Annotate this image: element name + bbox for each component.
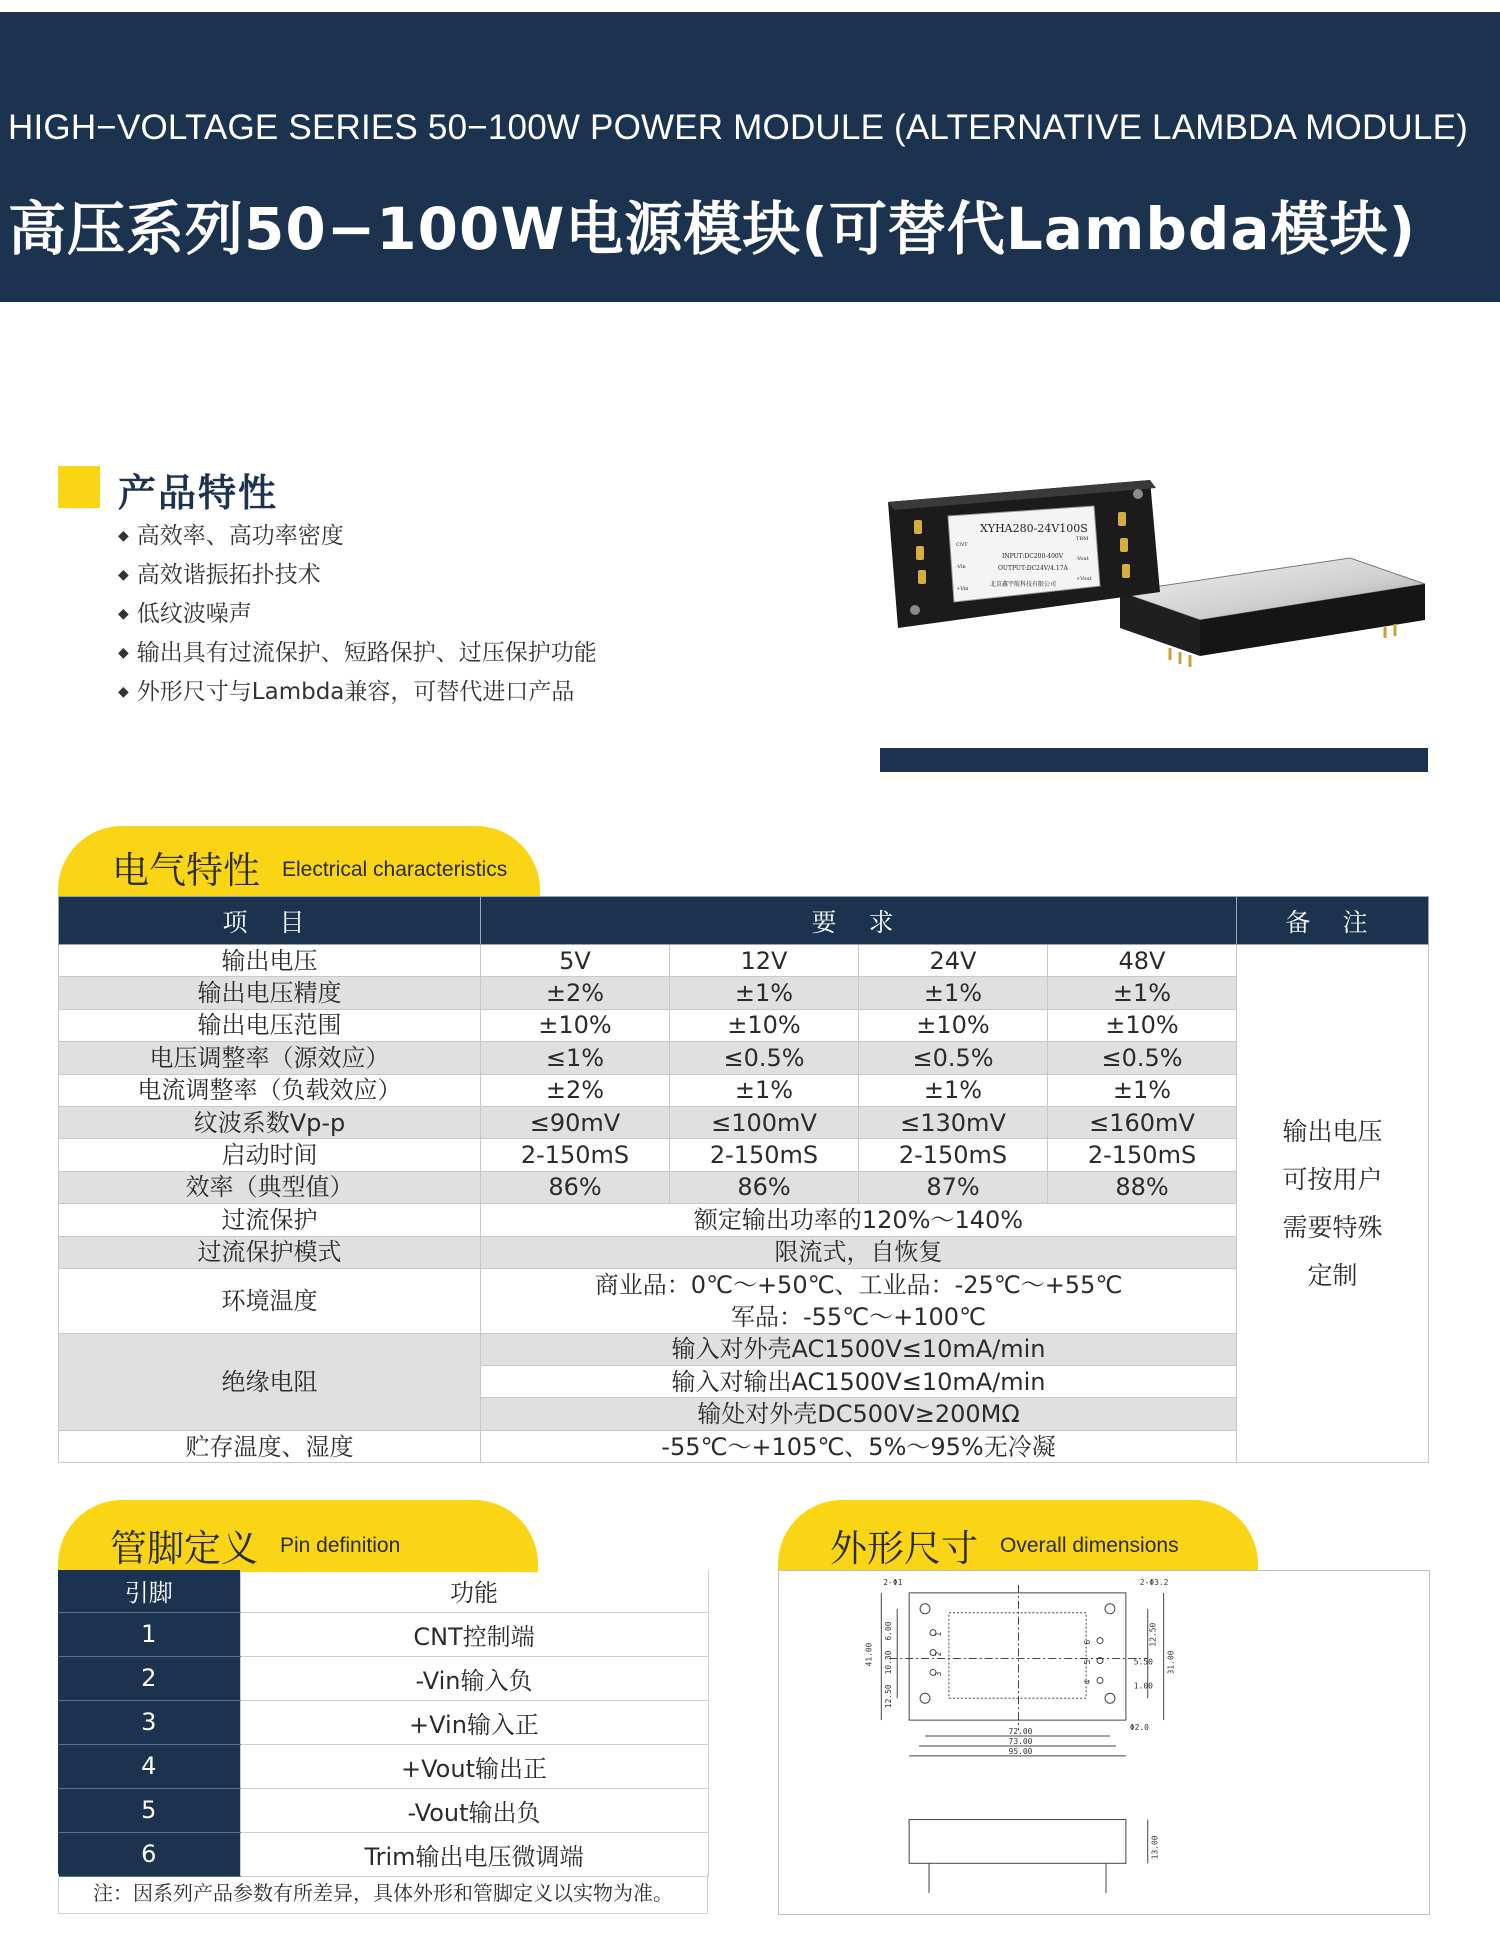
dimensions-tab-cn: 外形尺寸 [830, 1527, 978, 1570]
table-row [58, 1700, 708, 1744]
product-underline [880, 748, 1428, 772]
pin-number: 4 [58, 1744, 240, 1788]
pin-number: 6 [58, 1832, 240, 1876]
dim-left-a: 12.50 [884, 1684, 894, 1709]
pin-label: 3 [933, 1671, 943, 1677]
cell-value: ≤100mV [670, 1106, 859, 1138]
feature-item: ◆ 高效率、高功率密度 [118, 518, 597, 557]
dim-height-total: 41.00 [864, 1642, 874, 1667]
cell-value: ±1% [859, 977, 1048, 1009]
cell-value: ≤0.5% [859, 1042, 1048, 1074]
table-row [59, 1171, 1429, 1203]
pin-label: 6 [1083, 1639, 1093, 1645]
label-pin: CNT [956, 542, 968, 548]
label-company: 北京鑫宇航科技有限公司 [990, 581, 1057, 588]
label-pin: -Vin [956, 564, 966, 570]
cell-value: 军品：-55℃～+100℃ [481, 1301, 1237, 1333]
row-label: 环境温度 [59, 1268, 481, 1333]
row-label: 输出电压精度 [59, 977, 481, 1009]
table-row [58, 1612, 708, 1656]
dim-width-1: 72.00 [1008, 1727, 1033, 1737]
dim-hole-left: 2-Φ1 [883, 1577, 903, 1587]
dim-width-2: 73.00 [1008, 1736, 1033, 1746]
cell-value: -55℃～+105℃、5%～95%无冷凝 [481, 1430, 1237, 1462]
cell-value: ≤0.5% [670, 1042, 859, 1074]
note-line: 可按用户 [1282, 1164, 1383, 1194]
cell-value: 输处对外壳DC500V≥200MΩ [481, 1398, 1237, 1430]
cell-value: 88% [1048, 1171, 1237, 1203]
cell-value: 12V [670, 945, 859, 977]
label-pin: +Vout [1076, 576, 1092, 582]
cell-value: 86% [481, 1171, 670, 1203]
table-row [58, 1788, 708, 1832]
row-label: 效率（典型值） [59, 1171, 481, 1203]
cell-value: 87% [859, 1171, 1048, 1203]
table-row [59, 1042, 1429, 1074]
row-label: 输出电压 [59, 945, 481, 977]
dim-left-c: 6.00 [884, 1621, 894, 1641]
cell-value: ±2% [481, 977, 670, 1009]
label-output: OUTPUT:DC24V/4.17A [998, 565, 1068, 572]
cell-value: ±1% [670, 977, 859, 1009]
pin-tab-en: Pin definition [280, 1534, 401, 1557]
pin-function: -Vout输出负 [240, 1788, 708, 1832]
table-row [59, 1268, 1429, 1300]
cell-value: ≤1% [481, 1042, 670, 1074]
pin-function: -Vin输入负 [240, 1656, 708, 1700]
cell-value: ±1% [1048, 1074, 1237, 1106]
row-label: 贮存温度、湿度 [59, 1430, 481, 1462]
electrical-tab-en: Electrical characteristics [282, 858, 508, 881]
table-row [59, 1430, 1429, 1462]
cell-value: 商业品：0℃～+50℃、工业品：-25℃～+55℃ [481, 1268, 1237, 1300]
table-row [59, 1106, 1429, 1138]
note-line: 定制 [1307, 1260, 1358, 1290]
pin-icon [1097, 1638, 1103, 1644]
row-label: 纹波系数Vp-p [59, 1106, 481, 1138]
dim-body-height: 13.00 [1150, 1835, 1160, 1860]
pin-icon [1097, 1677, 1103, 1683]
dim-hole-right: 2-Φ3.2 [1139, 1577, 1169, 1587]
label-pin: TRM [1076, 536, 1089, 542]
mount-hole-icon [920, 1693, 930, 1703]
header-function: 功能 [240, 1570, 708, 1612]
dim-right-d: 1.00 [1133, 1681, 1153, 1691]
section-marker [58, 466, 100, 508]
table-row [58, 1832, 708, 1876]
table-header [59, 897, 1429, 945]
pin-tab [58, 1500, 538, 1572]
electrical-tab-cn: 电气特性 [112, 849, 260, 892]
dim-right-c: 5.50 [1133, 1657, 1153, 1667]
dim-width-3: 95.00 [1008, 1746, 1033, 1756]
cell-value: 2-150mS [1048, 1139, 1237, 1171]
cell-value: 输入对输出AC1500V≤10mA/min [481, 1366, 1237, 1398]
pin-number: 5 [58, 1788, 240, 1832]
cell-value: 输入对外壳AC1500V≤10mA/min [481, 1333, 1237, 1365]
header-banner [0, 12, 1500, 302]
row-label: 电压调整率（源效应） [59, 1042, 481, 1074]
row-label: 电流调整率（负载效应） [59, 1074, 481, 1106]
screw-icon [910, 605, 920, 615]
cell-value: ±2% [481, 1074, 670, 1106]
row-label: 过流保护 [59, 1204, 481, 1236]
row-label: 启动时间 [59, 1139, 481, 1171]
pin-table [58, 1570, 709, 1877]
table-row [59, 1074, 1429, 1106]
dim-left-b: 10.30 [884, 1650, 894, 1675]
pin-function: +Vout输出正 [240, 1744, 708, 1788]
pin-label: 4 [1083, 1679, 1093, 1685]
screw-icon [1133, 489, 1143, 499]
cell-value: 2-150mS [481, 1139, 670, 1171]
features-list [118, 518, 597, 713]
table-header [58, 1570, 708, 1612]
pin-function: Trim输出电压微调端 [240, 1832, 708, 1876]
page-title-en: HIGH−VOLTAGE SERIES 50−100W POWER MODULE (ALTERNATIVE LAMBDA MODULE) [8, 108, 1468, 147]
table-row [59, 945, 1429, 977]
cell-value: ≤0.5% [1048, 1042, 1237, 1074]
row-label: 绝缘电阻 [59, 1333, 481, 1430]
table-row [59, 1204, 1429, 1236]
dim-right-a: 12.50 [1148, 1622, 1158, 1647]
page-title-cn: 高压系列50−100W电源模块(可替代Lambda模块) [8, 195, 1417, 263]
cell-value: ±10% [859, 1009, 1048, 1041]
table-row [59, 1009, 1429, 1041]
note-line: 输出电压 [1282, 1116, 1383, 1146]
mount-hole-icon [920, 1604, 930, 1614]
note-cell [1237, 945, 1429, 1463]
cell-value: 2-150mS [670, 1139, 859, 1171]
dimensions-tab [778, 1500, 1258, 1572]
header-pin: 引脚 [58, 1570, 240, 1612]
table-row [59, 1333, 1429, 1365]
cell-value: ±1% [670, 1074, 859, 1106]
pin-label: 1 [933, 1631, 943, 1637]
feature-item: ◆ 高效谐振拓扑技术 [118, 557, 597, 596]
table-row [58, 1656, 708, 1700]
feature-item: ◆ 低纹波噪声 [118, 596, 597, 635]
mount-hole-icon [1105, 1693, 1115, 1703]
cell-value: 86% [670, 1171, 859, 1203]
header-requirement: 要 求 [481, 897, 1237, 945]
pin-note: 注：因系列产品参数有所差异，具体外形和管脚定义以实物为准。 [58, 1874, 708, 1914]
label-pin: -Vout [1076, 556, 1089, 562]
cell-value: 2-150mS [859, 1139, 1048, 1171]
pin-number: 2 [58, 1656, 240, 1700]
dim-right-b: 31.00 [1166, 1650, 1176, 1675]
cell-value: 5V [481, 945, 670, 977]
row-label: 过流保护模式 [59, 1236, 481, 1268]
feature-item: ◆ 输出具有过流保护、短路保护、过压保护功能 [118, 635, 597, 674]
cell-value: ±1% [859, 1074, 1048, 1106]
dimension-drawing [778, 1570, 1430, 1915]
table-row [59, 1236, 1429, 1268]
mount-hole-icon [1105, 1604, 1115, 1614]
cell-value: ±10% [670, 1009, 859, 1041]
cell-value: ±1% [1048, 977, 1237, 1009]
pin-function: CNT控制端 [240, 1612, 708, 1656]
cell-value: ≤160mV [1048, 1106, 1237, 1138]
cell-value: ±10% [1048, 1009, 1237, 1041]
label-model: XYHA280-24V100S [980, 522, 1088, 535]
cell-value: 限流式，自恢复 [481, 1236, 1237, 1268]
header-item: 项 目 [59, 897, 481, 945]
pin-number: 3 [58, 1700, 240, 1744]
outline-side-view [909, 1820, 1126, 1864]
pin-label: 2 [933, 1651, 943, 1657]
cell-value: 额定输出功率的120%～140% [481, 1204, 1237, 1236]
table-row [59, 977, 1429, 1009]
cell-value: 24V [859, 945, 1048, 977]
dimensions-tab-en: Overall dimensions [1000, 1534, 1179, 1557]
cell-value: 48V [1048, 945, 1237, 977]
electrical-tab [58, 826, 540, 898]
product-photo [880, 460, 1430, 690]
features-title: 产品特性 [118, 471, 279, 515]
pin-tab-cn: 管脚定义 [110, 1527, 258, 1570]
feature-item: ◆ 外形尺寸与Lambda兼容，可替代进口产品 [118, 674, 597, 713]
label-input: INPUT:DC200-400V [1002, 553, 1064, 560]
cell-value: ±10% [481, 1009, 670, 1041]
table-row [59, 1139, 1429, 1171]
dim-pin-dia: Φ2.0 [1129, 1723, 1149, 1733]
cell-value: ≤90mV [481, 1106, 670, 1138]
pin-label: 5 [1083, 1659, 1093, 1665]
table-row [58, 1744, 708, 1788]
cell-value: ≤130mV [859, 1106, 1048, 1138]
label-pin: +Vin [956, 586, 969, 592]
note-line: 需要特殊 [1282, 1212, 1383, 1242]
row-label: 输出电压范围 [59, 1009, 481, 1041]
electrical-table [58, 896, 1429, 1463]
pin-number: 1 [58, 1612, 240, 1656]
header-note: 备 注 [1237, 897, 1429, 945]
pin-function: +Vin输入正 [240, 1700, 708, 1744]
